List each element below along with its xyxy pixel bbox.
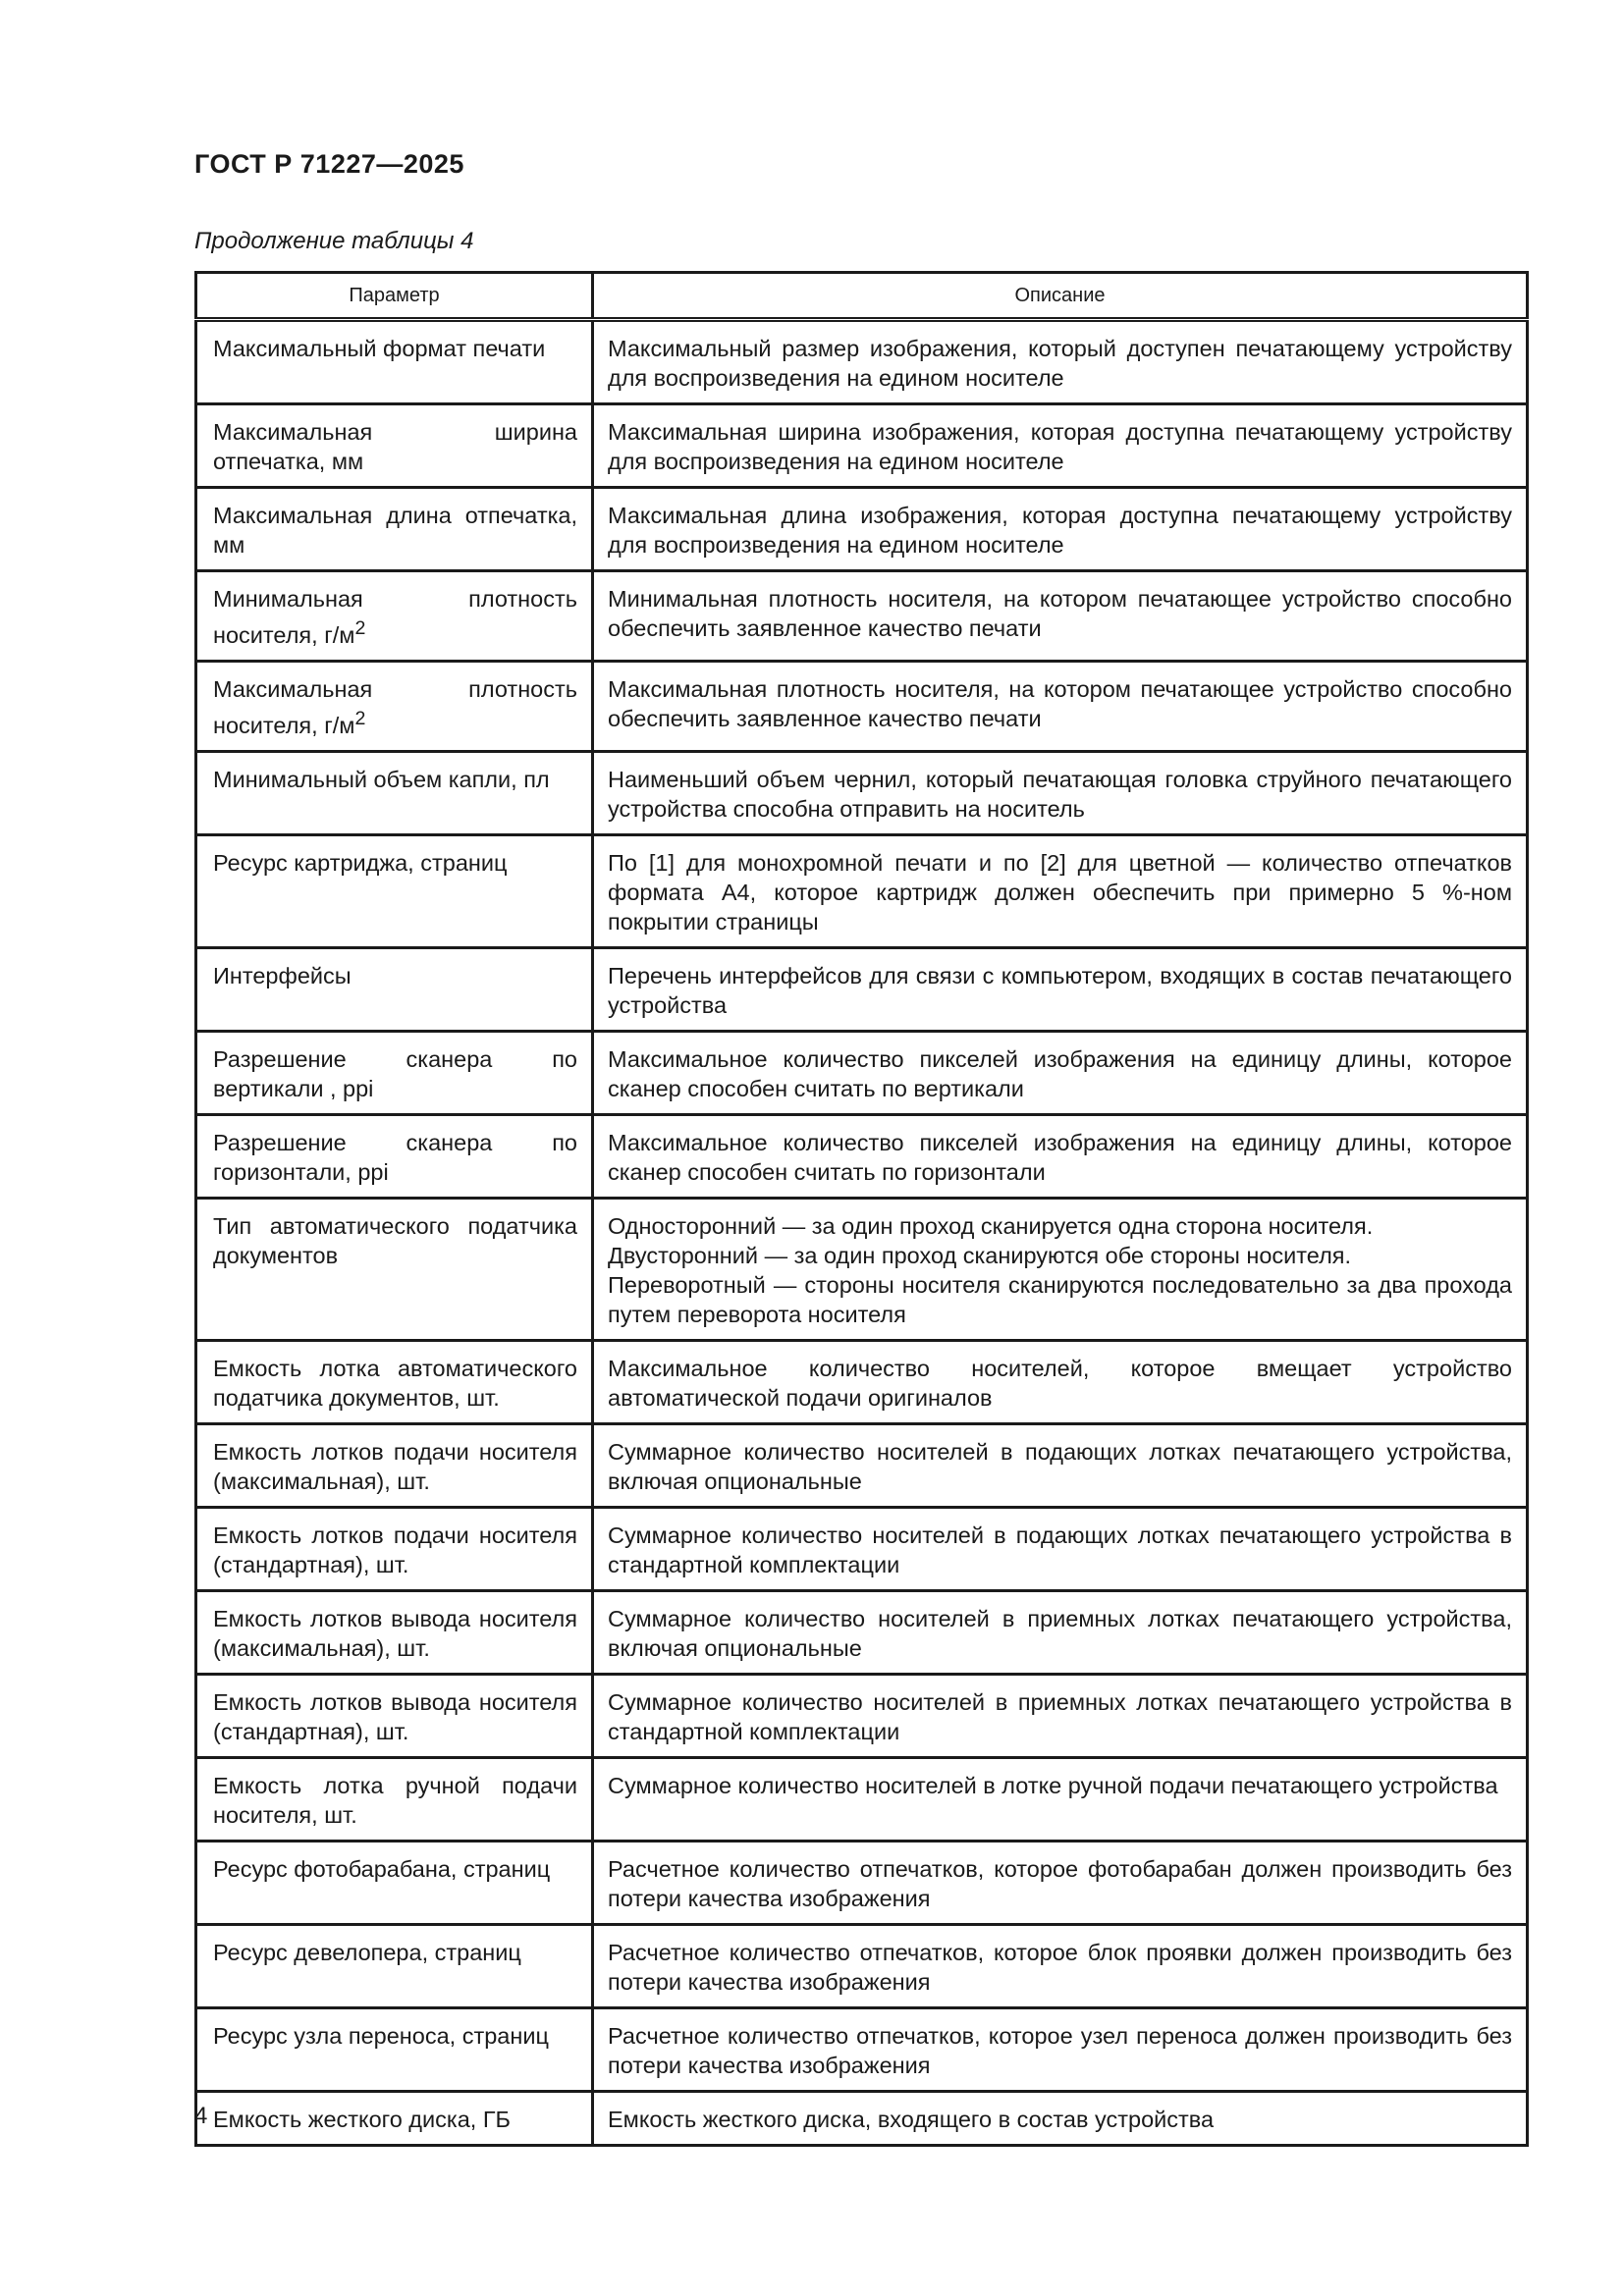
description-text: Максимальное количество носителей, которое вмещает устройство автоматической подачи оригиналов [608, 1355, 1512, 1411]
description-cell [593, 1924, 1528, 2007]
parameter-cell [196, 320, 593, 404]
description-cell [593, 1031, 1528, 1114]
description-text: Переворотный — стороны носителя сканируются последовательно за два прохода путем переворота носителя [608, 1271, 1512, 1327]
unit-superscript: 2 [354, 707, 366, 729]
parameter-cell [196, 1841, 593, 1924]
description-cell [593, 1198, 1528, 1340]
table-header-row [196, 273, 1528, 320]
parameter-text: Емкость лотков подачи носителя (стандартная), шт. [213, 1522, 577, 1577]
description-text: Максимальное количество пикселей изображения на единицу длины, которое сканер способен считать по горизонтали [608, 1129, 1512, 1185]
description-cell [593, 320, 1528, 404]
table-row [196, 571, 1528, 662]
description-text: Суммарное количество носителей в подающих лотках печатающего устройства, включая опциональные [608, 1438, 1512, 1494]
parameter-cell [196, 1114, 593, 1198]
description-text: Емкость жесткого диска, входящего в состав устройства [608, 2106, 1215, 2132]
description-text: Двусторонний — за один проход сканируются обе стороны носителя. [608, 1242, 1352, 1268]
description-text: Перечень интерфейсов для связи с компьютером, входящих в состав печатающего устройства [608, 962, 1512, 1018]
table-header [196, 273, 1528, 320]
table-row [196, 320, 1528, 404]
table-continuation-caption: Продолжение таблицы 4 [194, 228, 474, 254]
parameter-text: Емкость лотков вывода носителя (максимальная), шт. [213, 1605, 577, 1661]
description-cell [593, 571, 1528, 662]
parameter-cell [196, 1340, 593, 1423]
description-text: Максимальная ширина изображения, которая доступна печатающему устройству для воспроизведения на едином носителе [608, 419, 1512, 474]
description-cell [593, 1757, 1528, 1841]
parameter-cell [196, 751, 593, 834]
parameter-text: Емкость лотка автоматического податчика документов, шт. [213, 1355, 577, 1411]
table-body [196, 320, 1528, 2146]
parameter-text: Разрешение сканера по вертикали , ppi [213, 1045, 577, 1101]
table-row [196, 1590, 1528, 1674]
table-row [196, 1114, 1528, 1198]
parameter-cell [196, 2091, 593, 2145]
description-text: По [1] для монохромной печати и по [2] для цветной — количество отпечатков формата А4, которое картридж должен обеспечить при примерно 5 %-ном покрытии страницы [608, 849, 1512, 934]
column-header-description: Описание [593, 273, 1528, 320]
table-row [196, 1757, 1528, 1841]
description-text: Максимальное количество пикселей изображения на единицу длины, которое сканер способен считать по вертикали [608, 1045, 1512, 1101]
description-text: Минимальная плотность носителя, на котором печатающее устройство способно обеспечить заявленное качество печати [608, 586, 1512, 641]
parameter-text: Максимальная плотность носителя, г/м [213, 675, 577, 738]
description-text: Максимальная плотность носителя, на котором печатающее устройство способно обеспечить заявленное качество печати [608, 675, 1512, 731]
description-cell [593, 2007, 1528, 2091]
table-row [196, 661, 1528, 751]
parameter-cell [196, 1507, 593, 1590]
description-text: Максимальная длина изображения, которая доступна печатающему устройству для воспроизведения на едином носителе [608, 503, 1512, 558]
parameters-table [194, 271, 1529, 2147]
table-row [196, 1507, 1528, 1590]
table-row [196, 1841, 1528, 1924]
parameter-text: Минимальный объем капли, пл [213, 766, 550, 792]
table-row [196, 488, 1528, 571]
table-row [196, 834, 1528, 947]
parameter-text: Максимальная длина отпечатка, мм [213, 503, 577, 558]
parameter-cell [196, 1757, 593, 1841]
description-cell [593, 1340, 1528, 1423]
description-text: Наименьший объем чернил, который печатающая головка струйного печатающего устройства способна отправить на носитель [608, 766, 1512, 822]
table-row [196, 2091, 1528, 2145]
description-cell [593, 1114, 1528, 1198]
description-cell [593, 1590, 1528, 1674]
parameter-cell [196, 1924, 593, 2007]
parameter-cell [196, 1423, 593, 1507]
parameter-cell [196, 1674, 593, 1757]
description-cell [593, 947, 1528, 1031]
parameter-text: Ресурс узла переноса, страниц [213, 2022, 549, 2049]
parameter-cell [196, 404, 593, 488]
parameter-text: Максимальный формат печати [213, 336, 546, 361]
parameter-cell [196, 1031, 593, 1114]
parameter-text: Разрешение сканера по горизонтали, ppi [213, 1129, 577, 1185]
description-cell [593, 1674, 1528, 1757]
parameter-text: Емкость жесткого диска, ГБ [213, 2106, 511, 2132]
table-row [196, 1340, 1528, 1423]
parameter-text: Емкость лотков вывода носителя (стандартная), шт. [213, 1688, 577, 1744]
table-row [196, 751, 1528, 834]
description-cell [593, 751, 1528, 834]
table-row [196, 947, 1528, 1031]
description-cell [593, 1423, 1528, 1507]
parameter-text: Емкость лотка ручной подачи носителя, шт. [213, 1772, 577, 1828]
description-text: Расчетное количество отпечатков, которое узел переноса должен производить без потери качества изображения [608, 2022, 1512, 2078]
unit-superscript: 2 [354, 617, 366, 639]
parameter-text: Ресурс фотобарабана, страниц [213, 1855, 551, 1882]
description-cell [593, 404, 1528, 488]
parameter-text: Тип автоматического податчика документов [213, 1212, 577, 1268]
parameter-text: Ресурс девелопера, страниц [213, 1939, 521, 1965]
description-cell [593, 661, 1528, 751]
table-row [196, 1423, 1528, 1507]
parameter-cell [196, 1590, 593, 1674]
table-row [196, 1031, 1528, 1114]
parameter-text: Ресурс картриджа, страниц [213, 849, 508, 876]
description-text: Односторонний — за один проход сканируется одна сторона носителя. [608, 1212, 1374, 1239]
table-row [196, 404, 1528, 488]
description-text: Суммарное количество носителей в приемных лотках печатающего устройства в стандартной комплектации [608, 1688, 1512, 1744]
description-text: Расчетное количество отпечатков, которое блок проявки должен производить без потери качества изображения [608, 1939, 1512, 1995]
parameter-cell [196, 2007, 593, 2091]
parameter-text: Максимальная ширина отпечатка, мм [213, 419, 577, 474]
description-text: Максимальный размер изображения, который доступен печатающему устройству для воспроизведения на едином носителе [608, 336, 1512, 391]
column-header-parameter: Параметр [196, 273, 593, 320]
description-cell [593, 1507, 1528, 1590]
description-cell [593, 834, 1528, 947]
parameter-text: Минимальная плотность носителя, г/м [213, 586, 577, 648]
parameter-cell [196, 488, 593, 571]
description-text: Расчетное количество отпечатков, которое фотобарабан должен производить без потери качества изображения [608, 1855, 1512, 1911]
parameter-cell [196, 947, 593, 1031]
page-number: 4 [194, 2103, 208, 2129]
parameter-cell [196, 1198, 593, 1340]
description-text: Суммарное количество носителей в лотке ручной подачи печатающего устройства [608, 1772, 1498, 1798]
parameter-text: Емкость лотков подачи носителя (максимальная), шт. [213, 1438, 577, 1494]
table-row [196, 1198, 1528, 1340]
parameter-cell [196, 834, 593, 947]
description-cell [593, 488, 1528, 571]
table-row [196, 1924, 1528, 2007]
parameter-cell [196, 661, 593, 751]
table-row [196, 1674, 1528, 1757]
description-text: Суммарное количество носителей в приемных лотках печатающего устройства, включая опциональные [608, 1605, 1512, 1661]
description-cell [593, 2091, 1528, 2145]
parameter-cell [196, 571, 593, 662]
description-cell [593, 1841, 1528, 1924]
document-code: ГОСТ Р 71227—2025 [194, 149, 464, 179]
description-text: Суммарное количество носителей в подающих лотках печатающего устройства в стандартной комплектации [608, 1522, 1512, 1577]
table-row [196, 2007, 1528, 2091]
parameter-text: Интерфейсы [213, 962, 352, 988]
